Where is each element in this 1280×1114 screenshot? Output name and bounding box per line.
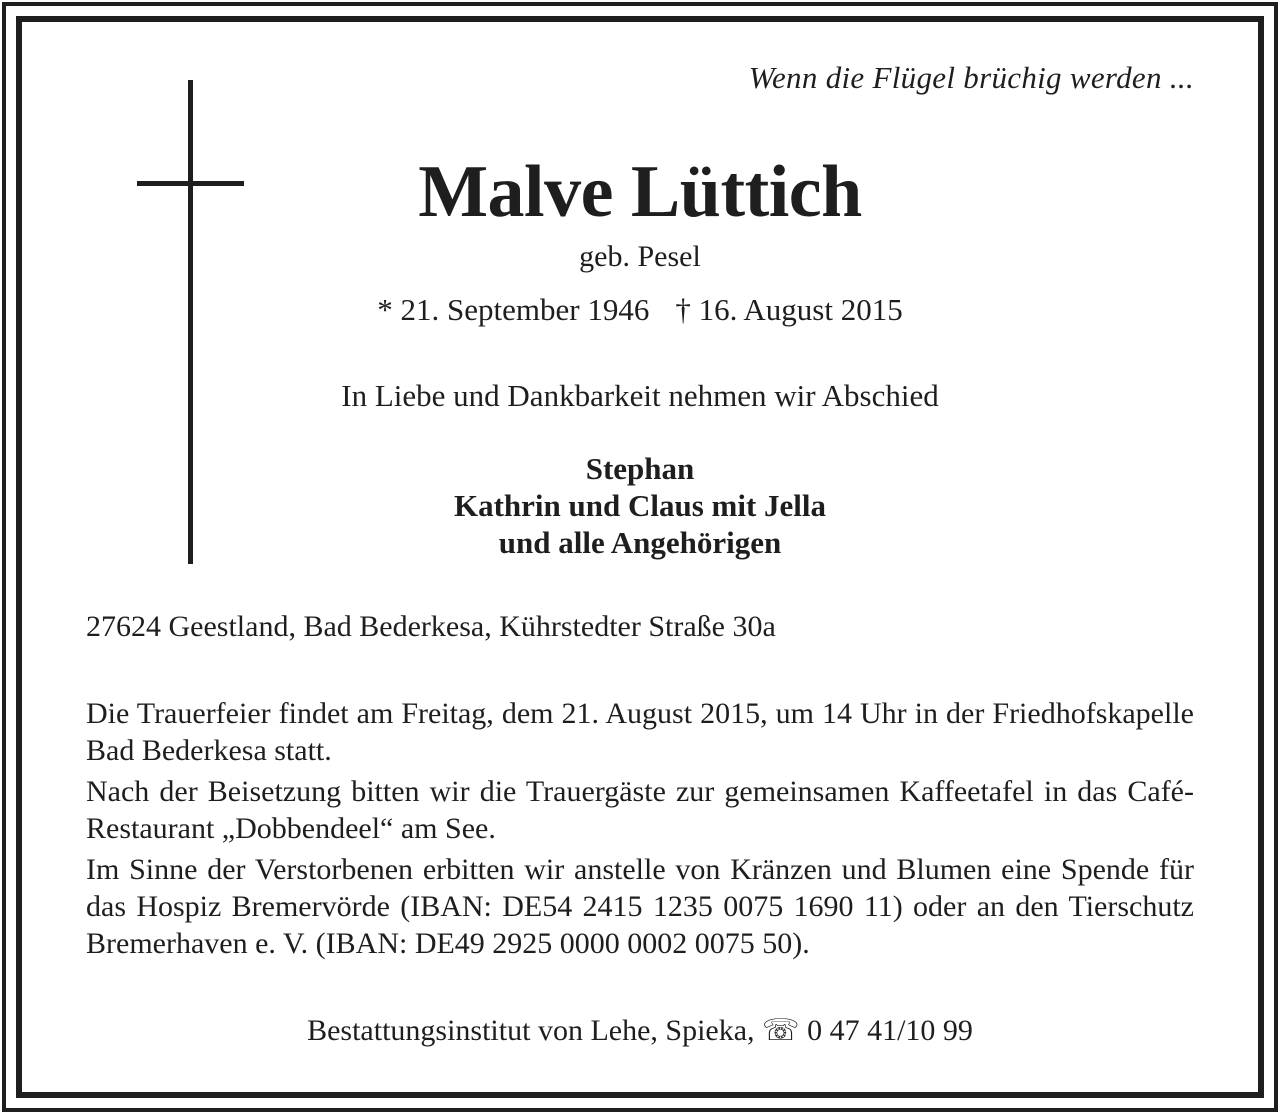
family-address: 27624 Geestland, Bad Bederkesa, Kührstedter Straße 30a — [86, 610, 776, 643]
mourners-list — [240, 450, 1040, 561]
cross-vertical-bar — [188, 80, 193, 564]
mourner-line: Kathrin und Claus mit Jella — [453, 488, 827, 523]
funeral-details — [86, 695, 1194, 966]
funeral-service-paragraph: Die Trauerfeier findet am Freitag, dem 21. August 2015, um 14 Uhr in der Friedhofskapelle Bad Bederkesa statt. — [86, 697, 1194, 767]
farewell-line: In Liebe und Dankbarkeit nehmen wir Abschied — [341, 378, 939, 413]
undertaker-phone: 0 47 41/10 99 — [807, 1014, 973, 1047]
cross-horizontal-bar — [137, 181, 244, 186]
mourner-line: Stephan — [585, 451, 695, 486]
mourner-line: und alle Angehörigen — [498, 525, 782, 560]
deceased-name: Malve Lüttich — [418, 151, 862, 233]
motto: Wenn die Flügel brüchig werden ... — [748, 60, 1194, 95]
maiden-name: geb. Pesel — [579, 240, 701, 273]
coffee-reception-paragraph: Nach der Beisetzung bitten wir die Trauergäste zur gemeinsamen Kaffeetafel in das Café-Restaurant „Dobbendeel“ am See. — [86, 775, 1194, 845]
life-dates — [240, 292, 1040, 328]
undertaker-line — [240, 1013, 1040, 1048]
birth-date: * 21. September 1946 — [377, 292, 650, 327]
telephone-icon: ☏ — [762, 1014, 800, 1047]
death-date: † 16. August 2015 — [675, 292, 903, 327]
undertaker-name: Bestattungsinstitut von Lehe, Spieka, — [307, 1014, 755, 1047]
donation-paragraph: Im Sinne der Verstorbenen erbitten wir anstelle von Kränzen und Blumen eine Spende für das Hospiz Bremervörde (IBAN: DE54 2415 1235 0075 1690 11) oder an den Tierschutz Bremerhaven e. V. (IBAN: DE49 2925 0000 0002 0075 50). — [86, 853, 1194, 960]
